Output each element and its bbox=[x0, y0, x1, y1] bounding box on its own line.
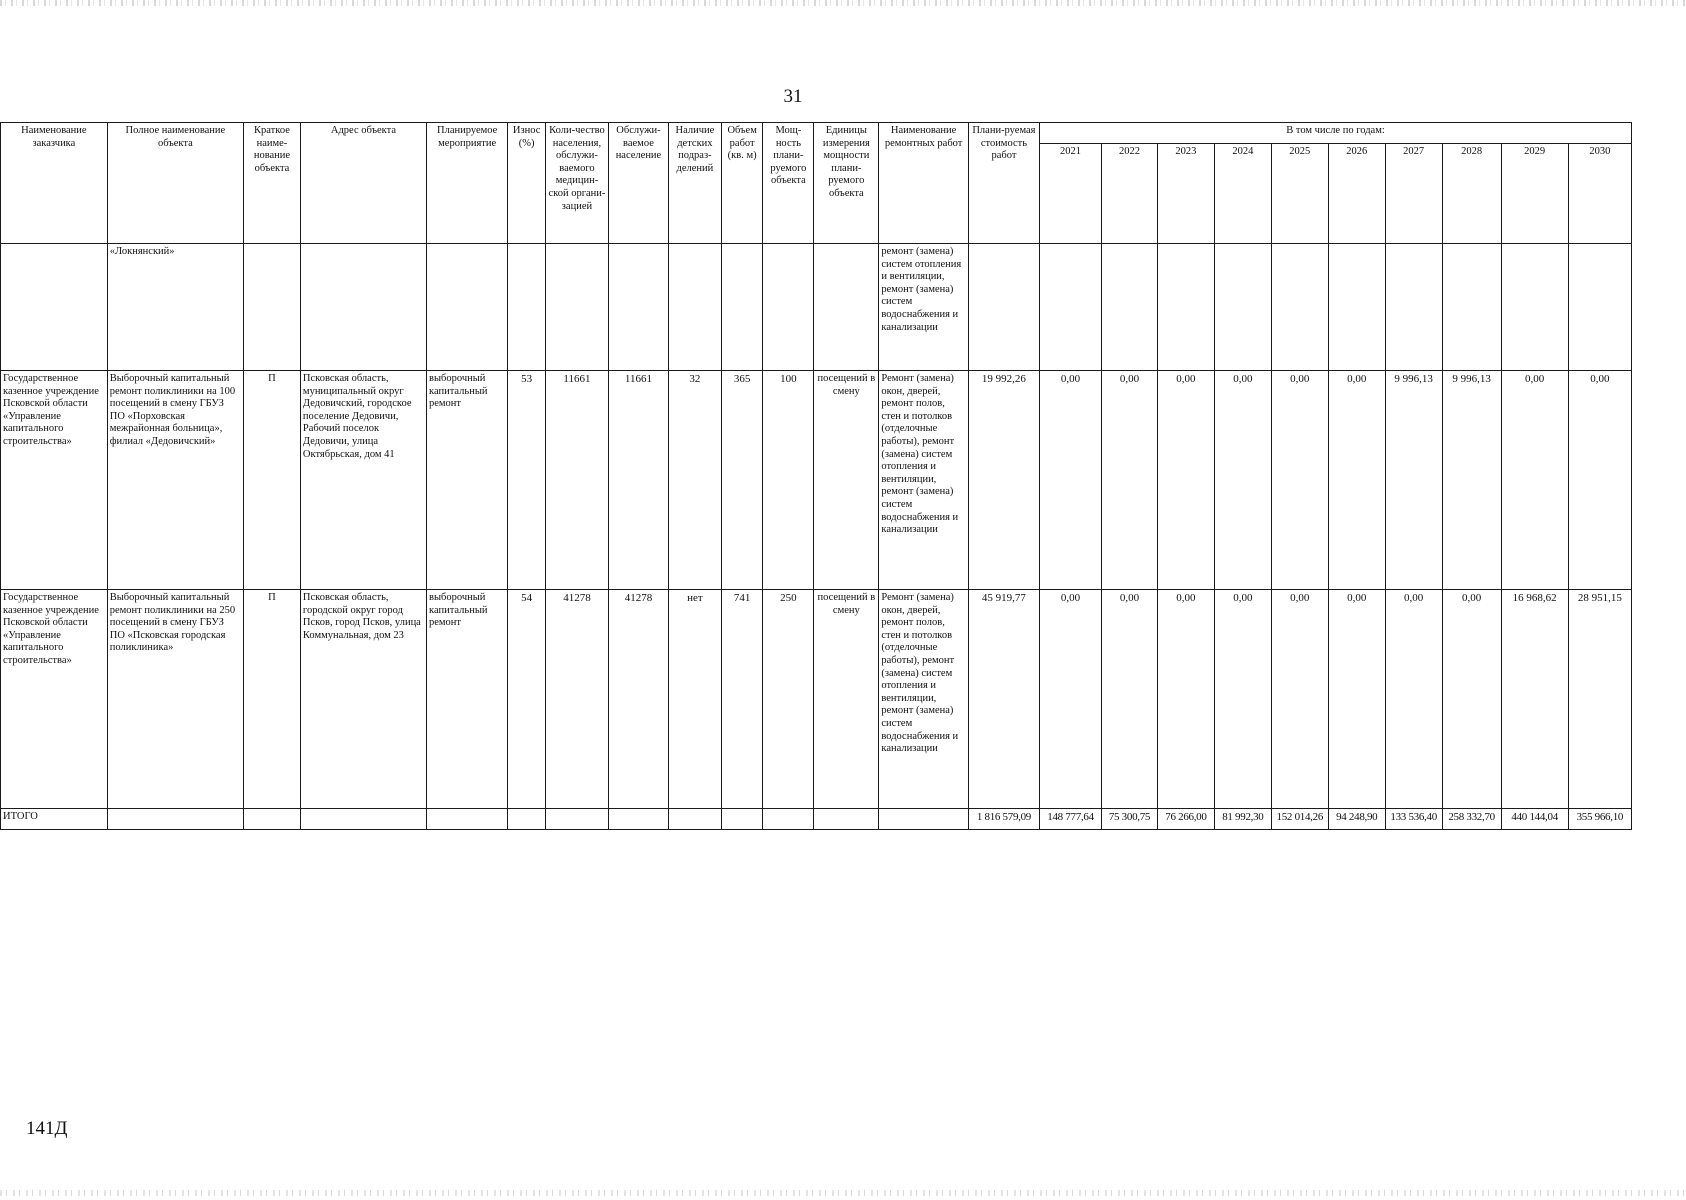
cell-year-value: 9 996,13 bbox=[1385, 371, 1442, 590]
cell-short-name: П bbox=[243, 371, 300, 590]
cell-full-name: Выборочный капитальный ремонт поликлиники на 100 посещений в смену ГБУЗ ПО «Порховская межрайонная больница», филиал «Дедовичский» bbox=[107, 371, 243, 590]
header-year: 2021 bbox=[1040, 144, 1102, 244]
cell-capacity: 250 bbox=[763, 590, 814, 809]
header-wear: Износ (%) bbox=[508, 123, 546, 244]
cell-year-value bbox=[1385, 244, 1442, 371]
header-customer: Наименование заказчика bbox=[1, 123, 108, 244]
total-year-value: 76 266,00 bbox=[1157, 809, 1214, 830]
header-year: 2025 bbox=[1271, 144, 1328, 244]
cell-short-name: П bbox=[243, 590, 300, 809]
total-year-value: 355 966,10 bbox=[1568, 809, 1631, 830]
cell-customer: Государственное казенное учреждение Псковской области «Управление капитального строительства» bbox=[1, 590, 108, 809]
cell-year-value: 0,00 bbox=[1102, 590, 1158, 809]
cell-year-value: 28 951,15 bbox=[1568, 590, 1631, 809]
header-repair-works: Наименование ремонтных работ bbox=[879, 123, 968, 244]
cell-address: Псковская область, муниципальный округ Дедовичский, городское поселение Дедовичи, Рабочий поселок Дедовичи, улица Октябрьская, дом 41 bbox=[300, 371, 426, 590]
cell-short-name bbox=[243, 244, 300, 371]
cell-cost bbox=[968, 244, 1039, 371]
cell-children bbox=[668, 244, 721, 371]
cell-year-value: 9 996,13 bbox=[1442, 371, 1501, 590]
cell-year-value: 0,00 bbox=[1568, 371, 1631, 590]
cell-wear: 54 bbox=[508, 590, 546, 809]
cell-children: 32 bbox=[668, 371, 721, 590]
cell-capacity: 100 bbox=[763, 371, 814, 590]
total-empty-cell bbox=[545, 809, 608, 830]
cell-year-value: 0,00 bbox=[1271, 371, 1328, 590]
total-empty-cell bbox=[668, 809, 721, 830]
cell-population: 41278 bbox=[545, 590, 608, 809]
footer-code: 141Д bbox=[26, 1118, 68, 1139]
total-empty-cell bbox=[300, 809, 426, 830]
works-table bbox=[0, 122, 1632, 830]
cell-repair-works: ремонт (замена) систем отопления и вентиляции, ремонт (замена) систем водоснабжения и канализации bbox=[879, 244, 968, 371]
cell-units: посещений в смену bbox=[814, 371, 879, 590]
cell-cost: 19 992,26 bbox=[968, 371, 1039, 590]
header-volume: Объем работ (кв. м) bbox=[721, 123, 763, 244]
cell-planned-event: выборочный капитальный ремонт bbox=[427, 590, 508, 809]
cell-year-value bbox=[1568, 244, 1631, 371]
cell-year-value: 16 968,62 bbox=[1501, 590, 1568, 809]
cell-year-value: 0,00 bbox=[1102, 371, 1158, 590]
total-cost: 1 816 579,09 bbox=[968, 809, 1039, 830]
cell-year-value: 0,00 bbox=[1157, 590, 1214, 809]
total-empty-cell bbox=[107, 809, 243, 830]
scan-edge-bottom bbox=[0, 1190, 1686, 1196]
table-row bbox=[1, 371, 1632, 590]
header-year: 2029 bbox=[1501, 144, 1568, 244]
cell-capacity bbox=[763, 244, 814, 371]
cell-population: 11661 bbox=[545, 371, 608, 590]
cell-units: посещений в смену bbox=[814, 590, 879, 809]
cell-served: 41278 bbox=[608, 590, 668, 809]
header-year: 2023 bbox=[1157, 144, 1214, 244]
total-year-value: 258 332,70 bbox=[1442, 809, 1501, 830]
cell-wear bbox=[508, 244, 546, 371]
header-units: Единицы измерения мощности плани-руемого объекта bbox=[814, 123, 879, 244]
header-row-top bbox=[1, 123, 1632, 144]
header-planned-event: Планируемое мероприятие bbox=[427, 123, 508, 244]
header-year: 2022 bbox=[1102, 144, 1158, 244]
header-population: Коли-чество населения, обслужи-ваемого медицин-ской органи-зацией bbox=[545, 123, 608, 244]
total-year-value: 81 992,30 bbox=[1214, 809, 1271, 830]
header-served: Обслужи-ваемое население bbox=[608, 123, 668, 244]
cell-year-value: 0,00 bbox=[1214, 371, 1271, 590]
total-empty-cell bbox=[879, 809, 968, 830]
table-row bbox=[1, 590, 1632, 809]
header-year: 2024 bbox=[1214, 144, 1271, 244]
cell-repair-works: Ремонт (замена) окон, дверей, ремонт полов, стен и потолков (отделочные работы), ремонт (замена) систем отопления и вентиляции, ремонт (замена) систем водоснабжения и канализации bbox=[879, 590, 968, 809]
cell-year-value bbox=[1442, 244, 1501, 371]
header-children: Наличие детских подраз-делений bbox=[668, 123, 721, 244]
total-empty-cell bbox=[243, 809, 300, 830]
total-empty-cell bbox=[427, 809, 508, 830]
total-year-value: 94 248,90 bbox=[1328, 809, 1385, 830]
cell-year-value bbox=[1157, 244, 1214, 371]
cell-volume: 365 bbox=[721, 371, 763, 590]
cell-year-value bbox=[1102, 244, 1158, 371]
total-year-value: 148 777,64 bbox=[1040, 809, 1102, 830]
cell-year-value: 0,00 bbox=[1442, 590, 1501, 809]
cell-year-value: 0,00 bbox=[1385, 590, 1442, 809]
cell-year-value bbox=[1271, 244, 1328, 371]
total-year-value: 133 536,40 bbox=[1385, 809, 1442, 830]
cell-year-value bbox=[1040, 244, 1102, 371]
cell-full-name: Выборочный капитальный ремонт поликлиники на 250 посещений в смену ГБУЗ ПО «Псковская городская поликлиника» bbox=[107, 590, 243, 809]
header-year: 2030 bbox=[1568, 144, 1631, 244]
total-year-value: 75 300,75 bbox=[1102, 809, 1158, 830]
cell-customer bbox=[1, 244, 108, 371]
header-capacity: Мощ-ность плани-руемого объекта bbox=[763, 123, 814, 244]
cell-cost: 45 919,77 bbox=[968, 590, 1039, 809]
header-full-name: Полное наименование объекта bbox=[107, 123, 243, 244]
header-short-name: Краткое наиме-нование объекта bbox=[243, 123, 300, 244]
scan-edge-top bbox=[0, 0, 1686, 6]
total-empty-cell bbox=[814, 809, 879, 830]
header-address: Адрес объекта bbox=[300, 123, 426, 244]
total-label: ИТОГО bbox=[1, 809, 108, 830]
table-row bbox=[1, 244, 1632, 371]
cell-year-value: 0,00 bbox=[1040, 371, 1102, 590]
cell-volume: 741 bbox=[721, 590, 763, 809]
page-number: 31 bbox=[783, 86, 803, 107]
cell-volume bbox=[721, 244, 763, 371]
cell-year-value bbox=[1501, 244, 1568, 371]
cell-year-value: 0,00 bbox=[1040, 590, 1102, 809]
total-year-value: 152 014,26 bbox=[1271, 809, 1328, 830]
cell-repair-works: Ремонт (замена) окон, дверей, ремонт полов, стен и потолков (отделочные работы), ремонт (замена) систем отопления и вентиляции, ремонт (замена) систем водоснабжения и канализации bbox=[879, 371, 968, 590]
header-year: 2026 bbox=[1328, 144, 1385, 244]
cell-served: 11661 bbox=[608, 371, 668, 590]
cell-customer: Государственное казенное учреждение Псковской области «Управление капитального строительства» bbox=[1, 371, 108, 590]
cell-planned-event: выборочный капитальный ремонт bbox=[427, 371, 508, 590]
cell-year-value: 0,00 bbox=[1328, 371, 1385, 590]
header-year: 2028 bbox=[1442, 144, 1501, 244]
header-cost: Плани-руемая стоимость работ bbox=[968, 123, 1039, 244]
cell-units bbox=[814, 244, 879, 371]
total-empty-cell bbox=[763, 809, 814, 830]
cell-children: нет bbox=[668, 590, 721, 809]
cell-address: Псковская область, городской округ город Псков, город Псков, улица Коммунальная, дом 23 bbox=[300, 590, 426, 809]
cell-full-name: «Локнянский» bbox=[107, 244, 243, 371]
cell-wear: 53 bbox=[508, 371, 546, 590]
cell-served bbox=[608, 244, 668, 371]
total-empty-cell bbox=[721, 809, 763, 830]
cell-year-value: 0,00 bbox=[1501, 371, 1568, 590]
header-by-years: В том числе по годам: bbox=[1040, 123, 1632, 144]
cell-year-value bbox=[1328, 244, 1385, 371]
total-empty-cell bbox=[508, 809, 546, 830]
total-row bbox=[1, 809, 1632, 830]
total-empty-cell bbox=[608, 809, 668, 830]
cell-year-value: 0,00 bbox=[1214, 590, 1271, 809]
cell-address bbox=[300, 244, 426, 371]
cell-year-value bbox=[1214, 244, 1271, 371]
cell-year-value: 0,00 bbox=[1271, 590, 1328, 809]
header-year: 2027 bbox=[1385, 144, 1442, 244]
cell-year-value: 0,00 bbox=[1157, 371, 1214, 590]
cell-year-value: 0,00 bbox=[1328, 590, 1385, 809]
cell-population bbox=[545, 244, 608, 371]
cell-planned-event bbox=[427, 244, 508, 371]
total-year-value: 440 144,04 bbox=[1501, 809, 1568, 830]
